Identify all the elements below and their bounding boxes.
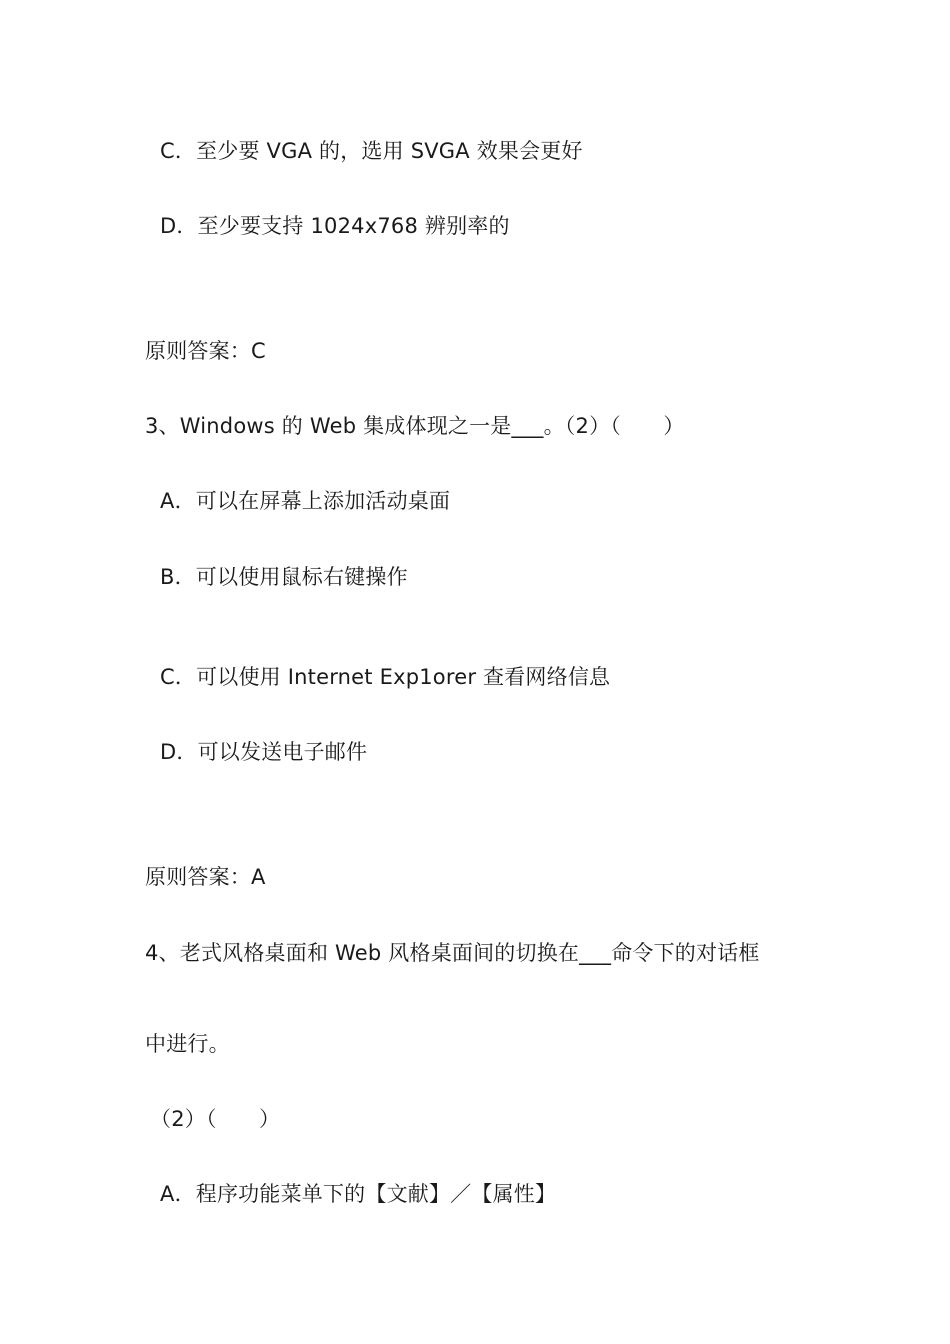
q3-question: 3、Windows 的 Web 集成体现之一是___。（2）（ ） xyxy=(145,414,685,438)
q4-question-line1: 4、老式风格桌面和 Web 风格桌面间的切换在___命令下的对话框 xyxy=(145,941,760,965)
q2-answer: 原则答案：C xyxy=(145,339,266,363)
q3-option-c: C．可以使用 Internet Exp1orer 查看网络信息 xyxy=(160,665,611,689)
q3-option-d: D．可以发送电子邮件 xyxy=(160,740,368,764)
q2-option-c: C．至少要 VGA 的，选用 SVGA 效果会更好 xyxy=(160,139,583,163)
q3-answer: 原则答案：A xyxy=(145,865,266,889)
q4-option-a: A．程序功能菜单下的【文献】／【属性】 xyxy=(160,1182,557,1206)
q4-score: （2）（ ） xyxy=(150,1107,281,1131)
q4-question-line2: 中进行。 xyxy=(145,1032,230,1056)
q2-option-d: D．至少要支持 1024x768 辨别率的 xyxy=(160,214,510,238)
q3-option-a: A．可以在屏幕上添加活动桌面 xyxy=(160,489,451,513)
q3-option-b: B．可以使用鼠标右键操作 xyxy=(160,565,408,589)
